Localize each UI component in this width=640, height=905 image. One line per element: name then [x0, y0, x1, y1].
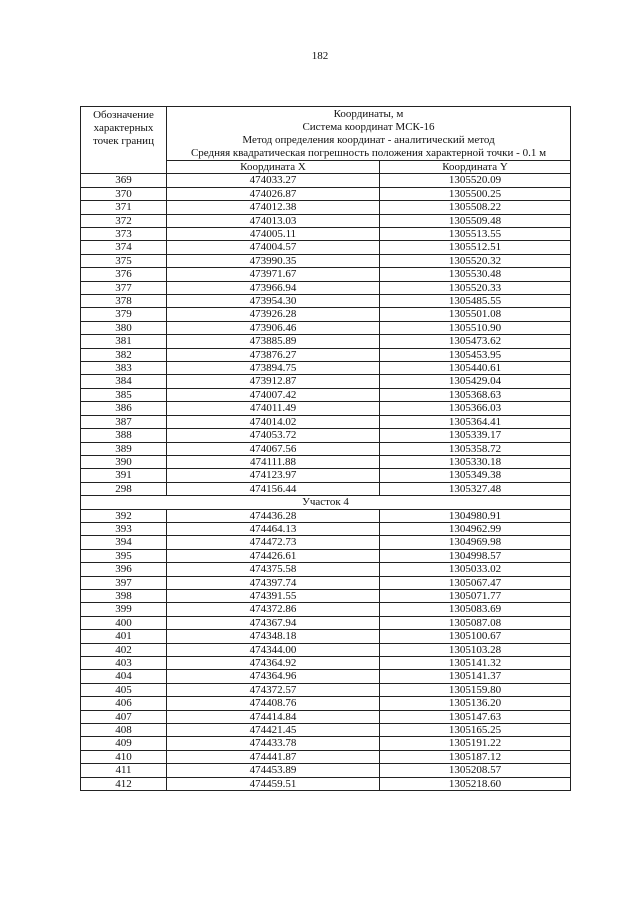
- point-number-cell: 412: [81, 777, 167, 790]
- header-info-line: Координаты, м: [333, 108, 404, 120]
- coord-y-cell: 1305513.55: [380, 228, 571, 241]
- table-row: [81, 657, 571, 670]
- point-number-cell: 398: [81, 589, 167, 602]
- header-info-line: Система координат МСК-16: [302, 121, 435, 133]
- coord-y-cell: 1305429.04: [380, 375, 571, 388]
- coord-x-cell: 474007.42: [167, 388, 380, 401]
- coord-x-cell: 474421.45: [167, 724, 380, 737]
- coord-y-cell: 1305339.17: [380, 429, 571, 442]
- table-row: [81, 589, 571, 602]
- table-row: [81, 455, 571, 468]
- point-number-cell: 402: [81, 643, 167, 656]
- coord-x-cell: 474344.00: [167, 643, 380, 656]
- table-row: [81, 228, 571, 241]
- coord-y-cell: 1305033.02: [380, 563, 571, 576]
- coord-x-cell: 473912.87: [167, 375, 380, 388]
- coord-x-cell: 474441.87: [167, 750, 380, 763]
- coord-y-cell: 1304969.98: [380, 536, 571, 549]
- table-row: [81, 241, 571, 254]
- point-number-cell: 373: [81, 228, 167, 241]
- table-row: [81, 201, 571, 214]
- table-row: [81, 214, 571, 227]
- table-row: [81, 576, 571, 589]
- table-row: [81, 375, 571, 388]
- point-number-cell: 390: [81, 455, 167, 468]
- coord-x-cell: 473876.27: [167, 348, 380, 361]
- coord-x-cell: 474014.02: [167, 415, 380, 428]
- coord-y-cell: 1305083.69: [380, 603, 571, 616]
- coord-y-cell: 1305509.48: [380, 214, 571, 227]
- coord-y-cell: 1305218.60: [380, 777, 571, 790]
- coord-x-cell: 474364.96: [167, 670, 380, 683]
- point-number-cell: 394: [81, 536, 167, 549]
- coord-y-cell: 1305520.32: [380, 254, 571, 267]
- table-row: [81, 174, 571, 187]
- coord-y-cell: 1305067.47: [380, 576, 571, 589]
- coord-y-cell: 1304980.91: [380, 509, 571, 522]
- point-number-cell: 406: [81, 697, 167, 710]
- coordinates-info-header: [167, 107, 571, 161]
- coord-x-cell: 473971.67: [167, 268, 380, 281]
- table-row: [81, 268, 571, 281]
- table-row: [81, 630, 571, 643]
- point-number-cell: 378: [81, 295, 167, 308]
- coord-y-cell: 1305440.61: [380, 362, 571, 375]
- table-row: [81, 348, 571, 361]
- point-number-cell: 384: [81, 375, 167, 388]
- table-row: [81, 362, 571, 375]
- coord-x-cell: 474053.72: [167, 429, 380, 442]
- header-info-line: Метод определения координат - аналитический метод: [242, 134, 495, 146]
- col-x-header: Координата X: [167, 161, 380, 174]
- coord-y-cell: 1305165.25: [380, 724, 571, 737]
- point-number-cell: 411: [81, 764, 167, 777]
- point-number-cell: 399: [81, 603, 167, 616]
- table-row: [81, 764, 571, 777]
- point-number-cell: 401: [81, 630, 167, 643]
- table-row: [81, 603, 571, 616]
- coord-x-cell: 474464.13: [167, 522, 380, 535]
- coord-x-cell: 474005.11: [167, 228, 380, 241]
- table-row: [81, 281, 571, 294]
- point-number-cell: 383: [81, 362, 167, 375]
- col-y-header: Координата Y: [380, 161, 571, 174]
- coord-x-cell: 473906.46: [167, 321, 380, 334]
- coord-y-cell: 1305141.32: [380, 657, 571, 670]
- table-row: [81, 697, 571, 710]
- coord-y-cell: 1305500.25: [380, 187, 571, 200]
- coord-y-cell: 1305208.57: [380, 764, 571, 777]
- coord-y-cell: 1304962.99: [380, 522, 571, 535]
- coord-y-cell: 1305530.48: [380, 268, 571, 281]
- table-row: [81, 777, 571, 790]
- coordinates-table: [80, 106, 571, 791]
- table-row: [81, 415, 571, 428]
- coord-x-cell: 474011.49: [167, 402, 380, 415]
- table-row: [81, 482, 571, 495]
- coord-x-cell: 474433.78: [167, 737, 380, 750]
- coord-x-cell: 473926.28: [167, 308, 380, 321]
- coord-y-cell: 1305349.38: [380, 469, 571, 482]
- coord-x-cell: 474472.73: [167, 536, 380, 549]
- coord-x-cell: 473894.75: [167, 362, 380, 375]
- coord-x-cell: 474004.57: [167, 241, 380, 254]
- table-row: [81, 187, 571, 200]
- coord-x-cell: 474372.86: [167, 603, 380, 616]
- coord-x-cell: 474414.84: [167, 710, 380, 723]
- coord-y-cell: 1305366.03: [380, 402, 571, 415]
- coord-y-cell: 1305071.77: [380, 589, 571, 602]
- point-number-cell: 369: [81, 174, 167, 187]
- point-number-cell: 298: [81, 482, 167, 495]
- coord-x-cell: 474012.38: [167, 201, 380, 214]
- table-row: [81, 563, 571, 576]
- coord-x-cell: 474123.97: [167, 469, 380, 482]
- coord-y-cell: 1305100.67: [380, 630, 571, 643]
- point-number-cell: 386: [81, 402, 167, 415]
- point-number-cell: 370: [81, 187, 167, 200]
- coord-y-cell: 1305191.22: [380, 737, 571, 750]
- table-row: [81, 522, 571, 535]
- table-row: [81, 750, 571, 763]
- table-row: [81, 616, 571, 629]
- coord-y-cell: 1305358.72: [380, 442, 571, 455]
- point-number-cell: 372: [81, 214, 167, 227]
- coord-x-cell: 474426.61: [167, 549, 380, 562]
- table-row: [81, 308, 571, 321]
- point-number-cell: 379: [81, 308, 167, 321]
- point-number-cell: 410: [81, 750, 167, 763]
- point-number-cell: 385: [81, 388, 167, 401]
- point-designation-header: [81, 107, 167, 174]
- coord-x-cell: 473990.35: [167, 254, 380, 267]
- coord-y-cell: 1305473.62: [380, 335, 571, 348]
- table-row: [81, 321, 571, 334]
- point-number-cell: 396: [81, 563, 167, 576]
- table-header-row: [81, 107, 571, 161]
- coord-y-cell: 1305159.80: [380, 683, 571, 696]
- coord-x-cell: 473954.30: [167, 295, 380, 308]
- coord-y-cell: 1305087.08: [380, 616, 571, 629]
- coord-y-cell: 1305103.28: [380, 643, 571, 656]
- coord-y-cell: 1305330.18: [380, 455, 571, 468]
- header-left-line: Обозначение: [93, 109, 154, 121]
- point-number-cell: 375: [81, 254, 167, 267]
- coord-x-cell: 474397.74: [167, 576, 380, 589]
- coord-x-cell: 474026.87: [167, 187, 380, 200]
- coord-x-cell: 474364.92: [167, 657, 380, 670]
- table-row: [81, 469, 571, 482]
- coord-x-cell: 474067.56: [167, 442, 380, 455]
- coord-y-cell: 1305501.08: [380, 308, 571, 321]
- coord-y-cell: 1305453.95: [380, 348, 571, 361]
- point-number-cell: 376: [81, 268, 167, 281]
- coord-y-cell: 1305520.09: [380, 174, 571, 187]
- point-number-cell: 392: [81, 509, 167, 522]
- coord-y-cell: 1305520.33: [380, 281, 571, 294]
- coord-x-cell: 474367.94: [167, 616, 380, 629]
- point-number-cell: 381: [81, 335, 167, 348]
- table-row: [81, 737, 571, 750]
- coord-y-cell: 1305512.51: [380, 241, 571, 254]
- coord-y-cell: 1305485.55: [380, 295, 571, 308]
- point-number-cell: 389: [81, 442, 167, 455]
- point-number-cell: 391: [81, 469, 167, 482]
- header-info-line: Средняя квадратическая погрешность положения характерной точки - 0.1 м: [190, 147, 547, 159]
- coord-x-cell: 474459.51: [167, 777, 380, 790]
- table-row: [81, 509, 571, 522]
- point-number-cell: 374: [81, 241, 167, 254]
- table-row: [81, 388, 571, 401]
- point-number-cell: 400: [81, 616, 167, 629]
- point-number-cell: 371: [81, 201, 167, 214]
- coord-x-cell: 474391.55: [167, 589, 380, 602]
- point-number-cell: 380: [81, 321, 167, 334]
- coordinates-table-body: [81, 107, 571, 791]
- table-row: [81, 402, 571, 415]
- coord-y-cell: 1305510.90: [380, 321, 571, 334]
- coord-y-cell: 1305141.37: [380, 670, 571, 683]
- coord-x-cell: 474013.03: [167, 214, 380, 227]
- point-number-cell: 387: [81, 415, 167, 428]
- table-row: [81, 710, 571, 723]
- table-row: [81, 254, 571, 267]
- table-row: [81, 442, 571, 455]
- table-row: [81, 335, 571, 348]
- coord-x-cell: 474408.76: [167, 697, 380, 710]
- coord-x-cell: 474111.88: [167, 455, 380, 468]
- coord-y-cell: 1305187.12: [380, 750, 571, 763]
- coord-y-cell: 1305508.22: [380, 201, 571, 214]
- table-row: [81, 429, 571, 442]
- coord-y-cell: 1305136.20: [380, 697, 571, 710]
- point-number-cell: 397: [81, 576, 167, 589]
- point-number-cell: 409: [81, 737, 167, 750]
- coord-x-cell: 473966.94: [167, 281, 380, 294]
- header-left-line: точек границ: [93, 135, 154, 147]
- table-row: [81, 549, 571, 562]
- point-number-cell: 382: [81, 348, 167, 361]
- point-number-cell: 405: [81, 683, 167, 696]
- header-left-line: характерных: [93, 122, 154, 134]
- coord-x-cell: 473885.89: [167, 335, 380, 348]
- table-row: [81, 670, 571, 683]
- point-number-cell: 404: [81, 670, 167, 683]
- point-number-cell: 395: [81, 549, 167, 562]
- section-title: Участок 4: [81, 496, 571, 509]
- point-number-cell: 403: [81, 657, 167, 670]
- coord-x-cell: 474453.89: [167, 764, 380, 777]
- section-row: [81, 496, 571, 509]
- table-row: [81, 643, 571, 656]
- coord-x-cell: 474156.44: [167, 482, 380, 495]
- table-row: [81, 683, 571, 696]
- point-number-cell: 388: [81, 429, 167, 442]
- coord-x-cell: 474436.28: [167, 509, 380, 522]
- point-number-cell: 377: [81, 281, 167, 294]
- coord-x-cell: 474348.18: [167, 630, 380, 643]
- table-row: [81, 295, 571, 308]
- point-number-cell: 407: [81, 710, 167, 723]
- table-row: [81, 724, 571, 737]
- coord-y-cell: 1305147.63: [380, 710, 571, 723]
- point-number-cell: 393: [81, 522, 167, 535]
- coord-x-cell: 474372.57: [167, 683, 380, 696]
- coord-y-cell: 1305327.48: [380, 482, 571, 495]
- coord-x-cell: 474033.27: [167, 174, 380, 187]
- page-number: 182: [311, 50, 329, 62]
- coord-x-cell: 474375.58: [167, 563, 380, 576]
- coord-y-cell: 1305364.41: [380, 415, 571, 428]
- coord-y-cell: 1304998.57: [380, 549, 571, 562]
- coord-y-cell: 1305368.63: [380, 388, 571, 401]
- table-row: [81, 536, 571, 549]
- point-number-cell: 408: [81, 724, 167, 737]
